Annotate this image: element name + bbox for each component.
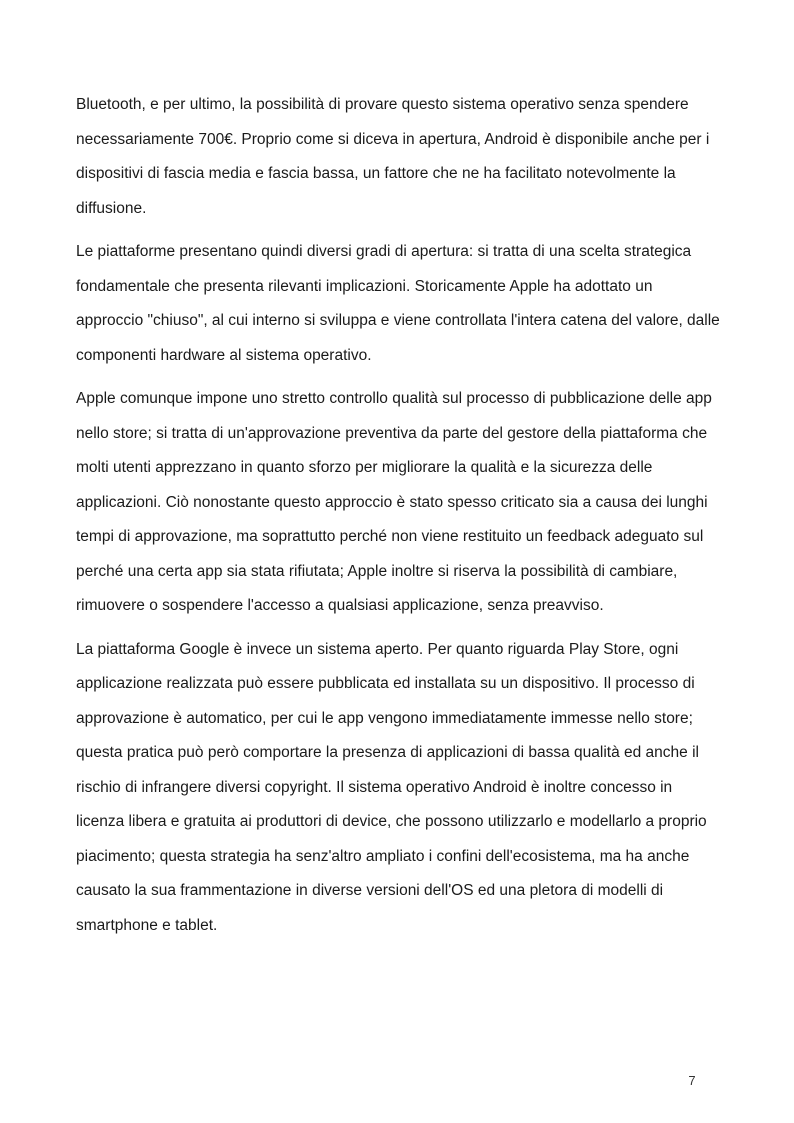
paragraph-apple-quality-control: Apple comunque impone uno stretto controllo qualità sul processo di pubblicazione delle app nello store; si tratta di un'approvazione preventiva da parte del gestore della piattaforma che molti utenti apprezzano in quanto sforzo per migliorare la qualità e la sicurezza delle applicazioni. Ciò nonostante questo approccio è stato spesso criticato sia a causa dei lunghi tempi di approvazione, ma soprattutto perché non viene restituito un feedback adeguato sul perché una certa app sia stata rifiutata; Apple inoltre si riserva la possibilità di cambiare, rimuovere o sospendere l'accesso a qualsiasi applicazione, senza preavviso.	[76, 390, 712, 614]
document-body	[76, 88, 722, 952]
paragraph-bluetooth: Bluetooth, e per ultimo, la possibilità di provare questo sistema operativo senza spendere necessariamente 700€. Proprio come si diceva in apertura, Android è disponibile anche per i dispositivi di fascia media e fascia bassa, un fattore che ne ha facilitato notevolmente la diffusione.	[76, 96, 710, 217]
paragraph-platform-openness: Le piattaforme presentano quindi diversi gradi di apertura: si tratta di una scelta strategica fondamentale che presenta rilevanti implicazioni. Storicamente Apple ha adottato un approccio "chiuso", al cui interno si sviluppa e viene controllata l'intera catena del valore, dalle componenti hardware al sistema operativo.	[76, 243, 720, 364]
paragraph-google-open-system: La piattaforma Google è invece un sistema aperto. Per quanto riguarda Play Store, ogni applicazione realizzata può essere pubblicata ed installata su un dispositivo. Il processo di approvazione è automatico, per cui le app vengono immediatamente immesse nello store; questa pratica può però comportare la presenza di applicazioni di bassa qualità ed anche il rischio di infrangere diversi copyright. Il sistema operativo Android è inoltre concesso in licenza libera e gratuita ai produttori di device, che possono utilizzarlo e modellarlo a proprio piacimento; questa strategia ha senz'altro ampliato i confini dell'ecosistema, ma ha anche causato la sua frammentazione in diverse versioni dell'OS ed una pletora di modelli di smartphone e tablet.	[76, 640, 707, 934]
page-number: 7	[688, 1073, 696, 1088]
